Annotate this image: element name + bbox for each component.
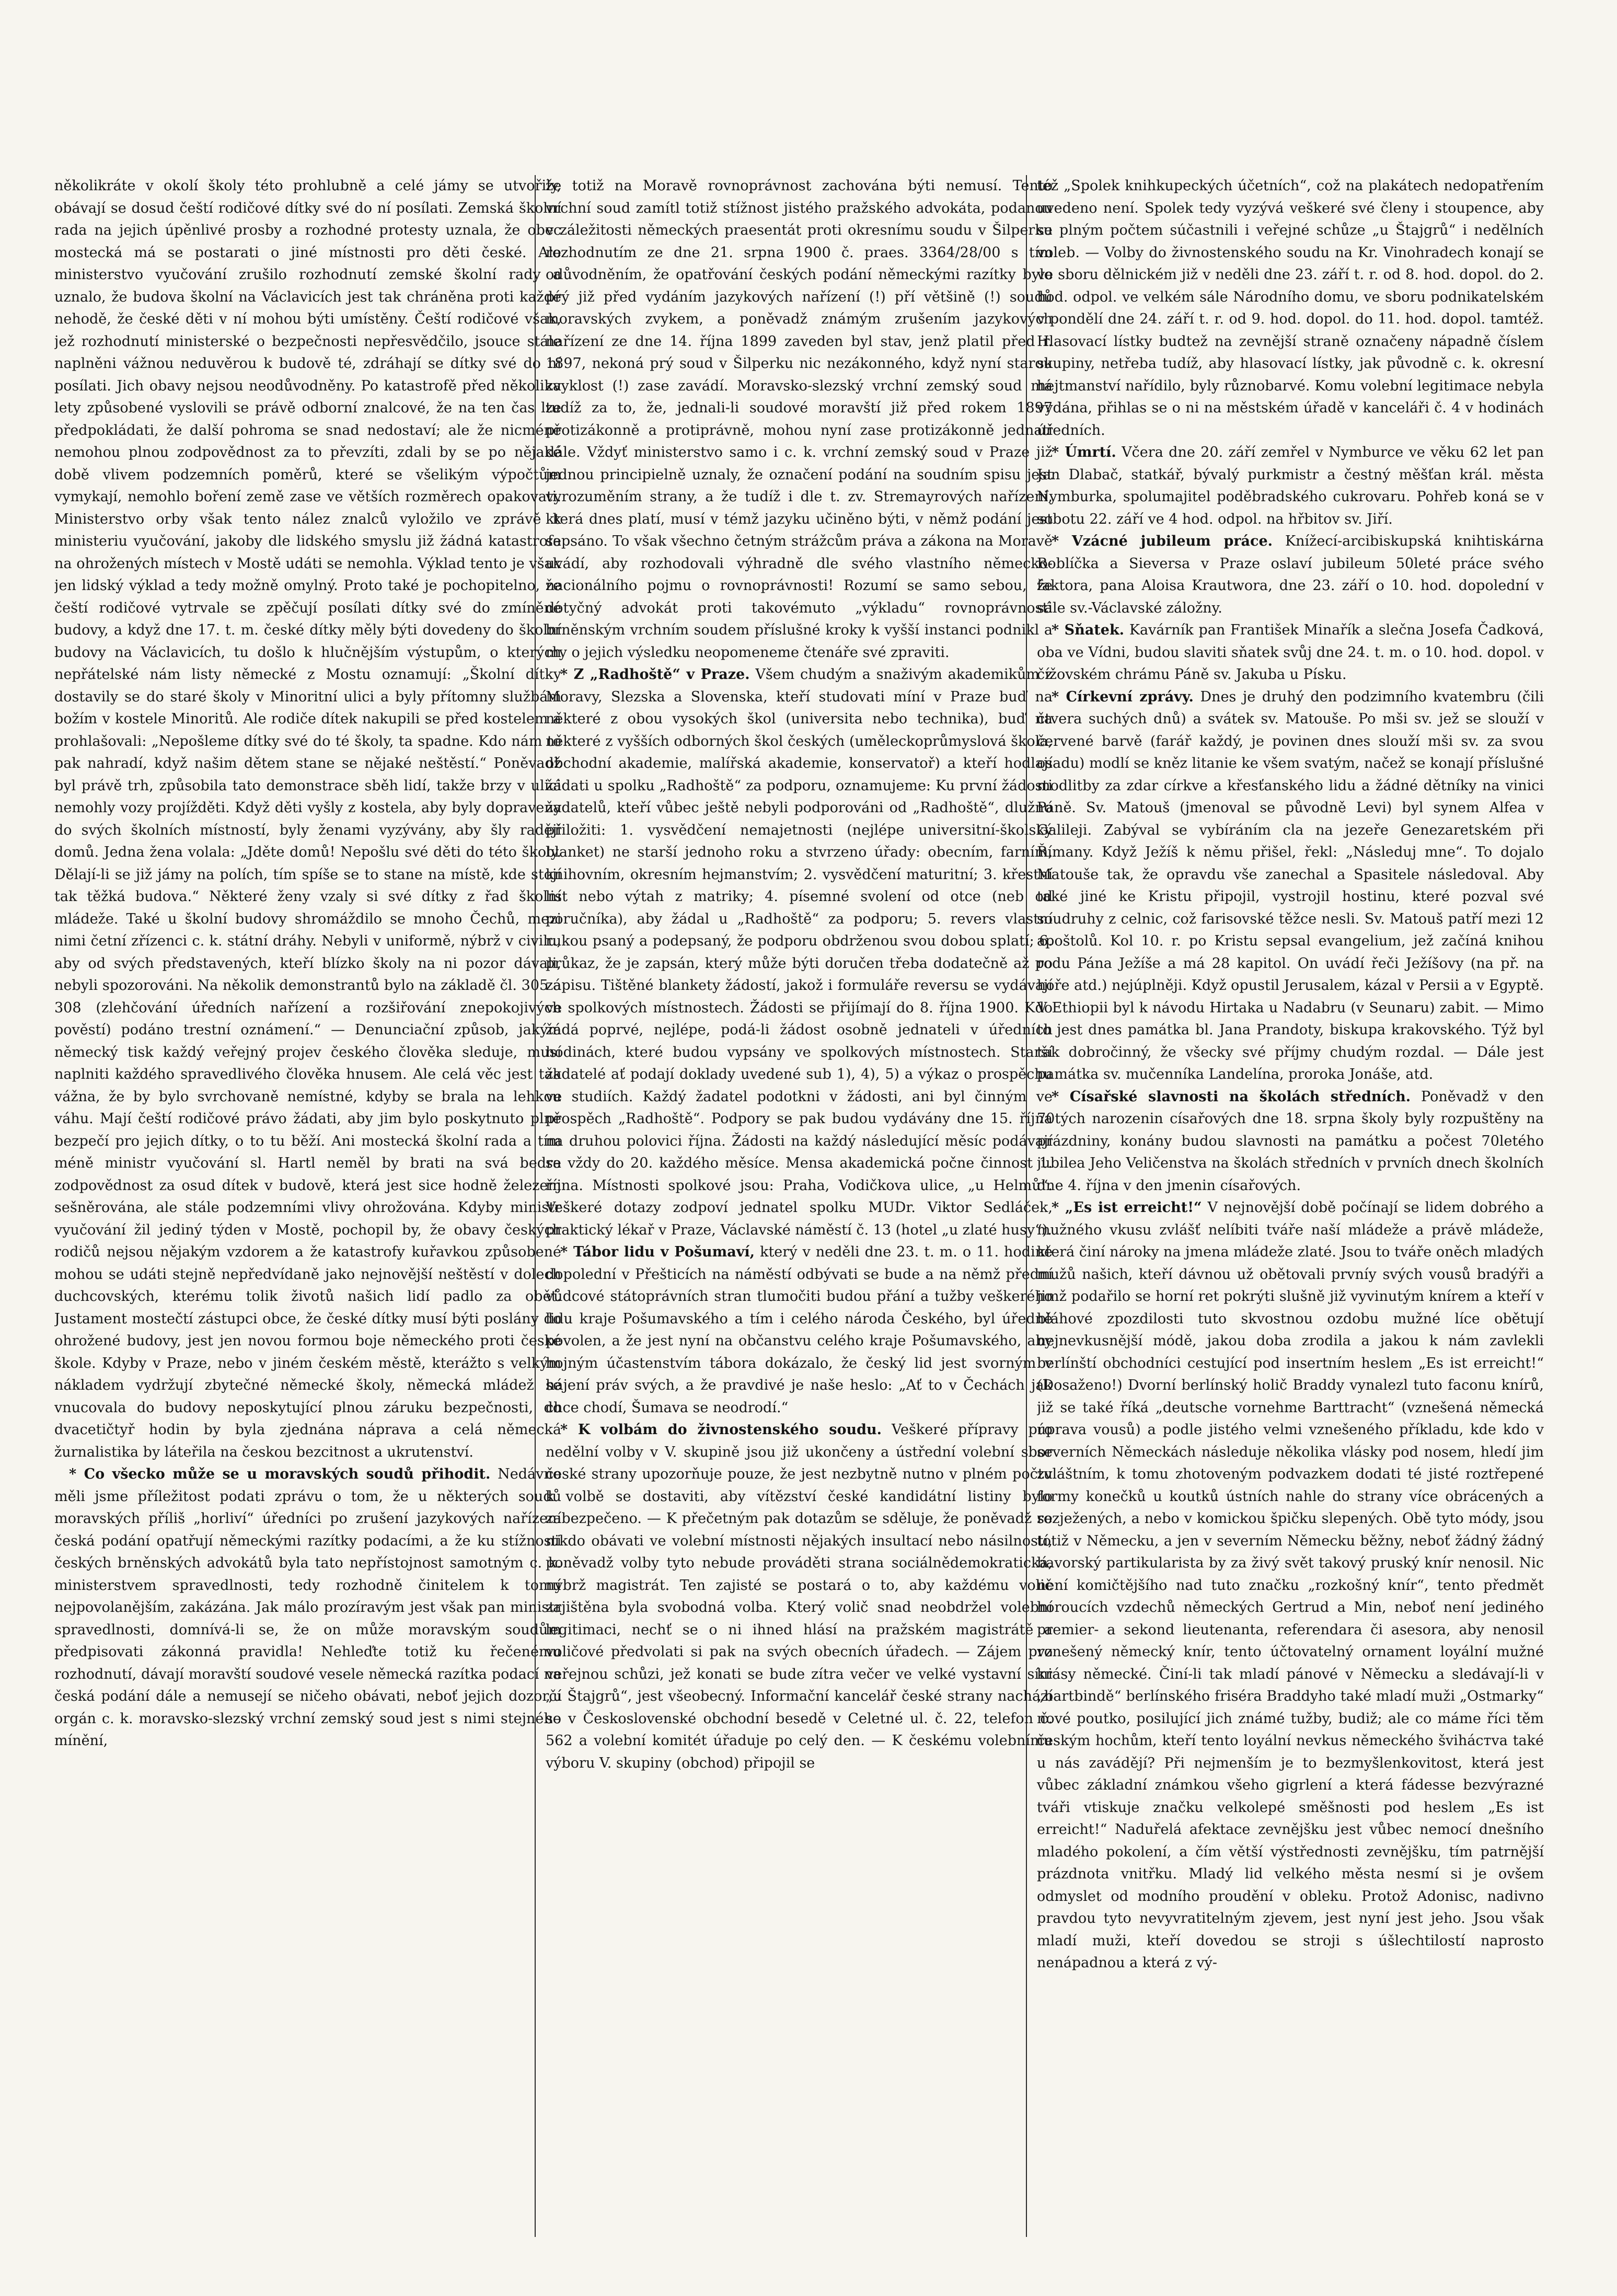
article-text: Dnes je druhý den podzimního kvatembru (čili čtvera suchých dnů) a svátek sv. Matouše. Po mši sv. jež se slouží v červené barvě (farář každý, je povinen dnes slouží mši sv. za svou osadu) modlí se kněz litanie ke všem svatým, načež se konají příslušné modlitby za zdar církve a křesťanského lidu a žádné dětníky na vinici Páně. Sv. Matouš (jmenoval se původně Levi) byl synem Alfea v Galileji. Zabýval se vybíráním cla na jezeře Genezaretském při Římany. Když Ježíš k němu přišel, řekl: „Následuj mne“. To dojalo Matouše tak, že opravdu vše zanechal a Spasitele následoval. Aby také jiné ke Kristu připojil, vystrojil hostinu, které pozval své soudruhy z celnic, což farisovské těžce nesli. Sv. Matouš patří mezi 12 apoštolů. Kol 10. r. po Kristu sepsal evangelium, jež začíná knihou rodu Pána Ježíše a má 28 kapitol. On uvádí řeči Ježíšovy (na př. na hoře atd.) nejúplněji. Když opustil Jerusalem, kázal v Persii a v Egyptě. V Ethiopii byl k návodu Hirtaka u Nadabru (v Seunaru) zabit. — Mimo to jest dnes památka bl. Jana Prandoty, biskupa krakovského. Týž byl tak dobročinný, že všecky své příjmy chudým rozdal. — Dále jest památka sv. mučenníka Landelína, proroka Jonáše, atd.	[1037, 688, 1544, 1082]
article	[1037, 530, 1544, 619]
article-heading: * Co všecko může se u moravských soudů přihodit.	[69, 1466, 491, 1482]
article-heading: * Sňatek.	[1052, 622, 1125, 638]
column-1	[54, 175, 561, 2245]
article	[1037, 619, 1544, 686]
article-text: Včera dne 20. září zemřel v Nymburce ve věku 62 let pan Jan Dlabač, statkář, bývalý purkmistr a čestný měšťan král. města Nymburka, spolumajitel poděbradského cukrovaru. Pohřeb koná se v sobotu 22. září ve 4 hod. odpol. na hřbitov sv. Jiří.	[1037, 444, 1544, 527]
article-text: několikráte v okolí školy této prohlubně a celé jámy se utvořily, obávají se dosud čeští rodičové dítky své do ní posílati. Zemská školní rada na jejich úpěnlivé prosby a rozhodné protesty uznala, že obec mostecká má se postarati o jiné místnosti pro děti české. Ale ministerstvo vyučování zrušilo rozhodnutí zemské školní rady a uznalo, že budova školní na Václavicích jest tak chráněna proti každé nehodě, že české děti v ní mohou býti umístěny. Čeští rodičové však, jež rozhodnutí ministerské o bezpečnosti nepřesvědčilo, jsouce stále naplněni vážnou neduvěrou k budově té, zdráhají se dítky své do ní posílati. Jich obavy nejsou neodůvodněny. Po katastrofě před několika lety způsobené vyslovili se právě odborní znalcové, že na ten čas lze předpokládati, že další pohroma se snad nedostaví; ale že nicméně nemohou plnou zodpovědnost za to převzíti, zdali by se po nějaké době vlivem podzemních poměrů, které se všelikým výpočtům vymykají, nemohlo boření země zase ve větších rozměrech opakovati. Ministerstvo orby však tento nález znalců vyložilo ve zprávě k ministeriu vyučování, jakoby dle lidského smyslu již žádná katastrofa na ohrožených místech v Mostě udáti se nemohla. Výklad tento je však jen lidský výklad a tedy možně omylný. Proto také je pochopitelno, že čeští rodičové vytrvale se zpěčují posílati dítky své do zmíněné budovy, a když dne 17. t. m. české dítky měly býti dovedeny do školní budovy na Václavicích, tu došlo k hlučnějším výstupům, o kterých nepřátelské nám listy německé z Mostu oznamují: „Školní dítky dostavily se do staré školy v Minoritní ulici a byly přítomny službám božím v kostele Minoritů. Ale rodiče dítek nakupili se před kostelem a prohlašovali: „Nepošleme dítky své do té školy, ta spadne. Kdo nám to pak nahradí, když našim dětem stane se nějaké neštěstí.“ Poněvadž byl právě trh, způsobila tato demonstrace sběh lidí, takže brzy v ulici nemohly vozy projížděti. Když děti vyšly z kostela, aby byly dopraveny do svých školních místností, byly ženami vyzývány, aby šly raději domů. Jedna žena volala: „Jděte domů! Nepošlu své děti do této školy. Dělají-li se již jámy na polích, tím spíše se to stane na místě, kde stojí tak těžká budova.“ Některé ženy vzaly si své dítky z řad školní mládeže. Také u školní budovy shromáždilo se mnoho Čechů, mezi nimi četní zřízenci c. k. státní dráhy. Nebyli v uniformě, nýbrž v civilu, aby od svých představených, kteří blízko školy na ni pozor dávali, nebyli spozorováni. Na několik demonstrantů bylo na základě čl. 305 a 308 (zlehčování úředních nařízení a rozšiřování znepokojivých pověstí) podáno trestní oznámení.“ — Denunciační způsob, jakým německý tisk každý veřejný projev českého člověka sleduje, musí naplniti každého spravedlivého člověka hnusem. Ale celá věc jest tak vážna, že by bylo svrchovaně nemístné, kdyby se brala na lehkou váhu. Mají čeští rodičové právo žádati, aby jim bylo poskytnuto plně bezpečí pro jejich dítky, o to tu běží. Ani mostecká školní rada a tím méně ministr vyučování sl. Hartl neměl by brati na svá bedra zodpovědnost za osud dítek v budově, která jest sice hodně železem sešněrována, ale stále podzemními vlivy ohrožována. Kdyby ministr vyučování žil jediný týden v Mostě, pochopil by, že obavy českých rodičů nejsou nějakým vzdorem a že katastrofy kuřavkou způsobené mohou se udáti stejně nepředvídaně jako nejnovější neštěstí v dolech duchcovských, kterému tolik životů našich lidí padlo za oběť. Justament mostečtí zástupci obce, že české dítky musí býti poslány do ohrožené budovy, jest jen novou formou boje německého proti české škole. Kdyby v Praze, nebo v jiném českém městě, kterážto s velkým nákladem vydržují zbytečné německé školy, německá mládež se vnucovala do budovy neposkytující plnou záruku bezpečnosti, do dvacetičtyř hodin by byla zjednána náprava a celá německá žurnalistika by láteřila na českou bezcitnost a ukrutenství.	[54, 178, 561, 1460]
article-text: Kavárník pan František Minařík a slečna Josefa Čadková, oba ve Vídni, budou slaviti sňatek svůj dne 24. t. m. o 10. hod. dopol. v čížovském chrámu Páně sv. Jakuba u Písku.	[1037, 622, 1544, 683]
article-text: Veškeré přípravy pro nedělní volby v V. skupině jsou již ukončeny a ústřední volební sbor české strany upozorňuje pouze, že jest nezbytně nutno v plném počtu k volbě se dostaviti, aby vítězství české kandidátní listiny bylo zabezpečeno. — K přečetným pak dotazům se sděluje, že poněvadž se nikdo obávati ve volební místnosti nějakých insultací nebo násilností, poněvadž volby tyto nebude prováděti strana sociálnědemokratická, nýbrž magistrát. Ten zajisté se postará o to, aby každému volič zajištěna byla svobodná volba. Který volič snad neobdržel volební legitimaci, nechť se o ni ihned hlásí na pražském magistrátě a voličové předvolati si pak na svých obecních úřadech. — Zájem pro veřejnou schůzi, jež konati se bude zítra večer ve velké vystavní síni „u Štajgrů“, jest všeobecný. Informační kancelář české strany nachází se v Československé obchodní besedě v Celetné ul. č. 22, telefon č. 562 a volební komitét úřaduje po celý den. — K českému volebnímu výboru V. skupiny (obchod) připojil se	[546, 1422, 1053, 1771]
article-text: Knížecí-arcibiskupská knihtiskárna Roblíčka a Sieversa v Praze oslaví jubileum 50leté práce svého faktora, pana Aloisa Krautwora, dne 23. září o 10. hod. dopolední v sále sv.-Václavské záložny.	[1037, 533, 1544, 616]
article-text: Poněvadž v den 70tých narozenin císařových dne 18. srpna školy byly rozpuštěny na prázdniny, konány budou slavnosti na památku a počest 70letého jubilea Jeho Veličenstva na školách středních v prvních dnech školních dne 4. října v den jmenin císařových.	[1037, 1088, 1544, 1194]
article-text: též „Spolek knihkupeckých účetních“, což na plakátech nedopatřením uvedeno není. Spolek tedy vyzývá veškeré své členy i stoupence, aby se plným počtem súčastnili i veřejné schůze „u Štajgrů“ i nedělních voleb. — Volby do živnostenského soudu na Kr. Vinohradech konají se ve sboru dělnickém již v neděli dne 23. září t. r. od 8. hod. dopol. do 2. hod. odpol. ve velkém sále Národního domu, ve sboru podnikatelském v pondělí dne 24. září t. r. od 9. hod. dopol. do 11. hod. dopol. tamtéž. Hlasovací lístky budtež na zevnější straně označeny nápadně číslem skupiny, netřeba tudíž, aby hlasovací lístky, jak původně c. k. okresní hejtmanství nařídilo, byly různobarvé. Komu volební legitimace nebyla vydána, přihlas se o ni na městském úřadě v kanceláři č. 4 v hodinách úředních.	[1037, 178, 1544, 439]
article	[546, 664, 1053, 1241]
article	[54, 1463, 561, 1752]
article-heading: * Císařské slavnosti na školách středních.	[1052, 1088, 1411, 1105]
article-text: že totiž na Moravě rovnoprávnost zachována býti nemusí. Tento vrchní soud zamítl totiž stížnost jistého pražského advokáta, podanou v záležitosti německých praesentát proti okresnímu soudu v Šilperku rozhodnutím ze dne 21. srpna 1900 č. praes. 3364/28/00 s tím odůvodněním, že opatřování českých podání německými razítky bylo prý již před vydáním jazykových nařízení (!) pří většině (!) soudů moravských zvykem, a poněvadž známým zrušením jazykových nařízení ze dne 14. října 1899 zaveden byl stav, jenž platil před r. 1897, nekoná prý soud v Šilperku nic nezákonného, když nyní starou zvyklost (!) zase zavádí. Moravsko-slezský vrchní zemský soud má tudíž za to, že, jednali-li soudové moravští již před rokem 1897 protizákonně a protiprávně, mohou nyní zase protizákonně jednati dále. Vždyť ministerstvo samo i c. k. vrchní zemský soud v Praze již jednou principielně uznaly, že označení podání na soudním spisu jest vyrozuměním strany, a že tudíž i dle t. zv. Stremayrových nařízení, která dnes platí, musí v témž jazyku učiněno býti, v němž podání jest sepsáno. To však všechno četným strážcům práva a zákona na Moravě uvádí, aby rozhodovali výhradně dle svého vlastního německo-nacionálního pojmu o rovnoprávnosti! Rozumí se samo sebou, že dotyčný advokát proti takovémuto „výkladu“ rovnoprávnosti brněnským vrchním soudem příslušné kroky k vyšší instanci podnikl a my o jejich výsledku neopomeneme čtenáře své zpraviti.	[546, 178, 1053, 661]
article	[1037, 1086, 1544, 1197]
article-heading: * „Es ist erreicht!“	[1052, 1199, 1202, 1216]
article	[1037, 686, 1544, 1086]
column-2	[546, 175, 1053, 2245]
article	[1037, 1197, 1544, 1975]
article-text: V nejnovější době počínají se lidem dobrého a mužného vkusu zvlášť nelíbiti tváře naší mládeže a právě mládeže, která činí nároky na jmena mládeže zlaté. Jsou to tváře oněch mladých mužů našich, kteří dávnou už obětovali prvníy svých vousů bradýři a jimž podařilo se horní ret pokrýti slušně již vyvinutým knírem a kteří v bláhové zpozdilosti tuto skvostnou ozdobu mužné líce obětují nejnevkusnější módě, jakou doba zrodila a jakou k nám zavlekli berlínští obchodníci cestující pod insertním heslem „Es ist erreicht!“ (Dosaženo!) Dvorní berlínský holič Braddy vynalezl tuto faconu knírů, již se také říká „deutsche vornehme Barttracht“ (vznešená německá úprava vousů) a podle jistého velmi vznešeného příkladu, kde kdo v severních Německách následuje několika vlásky pod nosem, hledí jim zvláštním, k tomu zhotoveným podvazkem dodati té jisté roztřepené formy konečků u koutků ústních nahle do strany více obrácených a rozježených, a nebo v komickou špičku slepených. Obě tyto módy, jsou totiž v Německu, a jen v severním Německu běžny, neboť žádný žádný bavorský partikularista by za živý svět takový pruský knír nenosil. Nic není komičtějšího nad tuto značku „rozkošný knír“, tento předmět horoucích vzdechů německých Gertrud a Min, neboť není jediného premier- a sekond lieutenanta, referendara či asesora, aby nenosil vznešený německý knír, tento účtovatelný ornament loyální mužné krásy německé. Činí-li tak mladí pánové v Německu a sledávají-li v „bartbindě“ berlínského friséra Braddyho také mladí muži „Ostmarky“ nové poutko, posilující jich známé tužby, budiž; ale co máme říci těm českým hochům, kteří tento loyální nevkus německého švihácтva také u nás zavádějí? Při nejmenším je to bezmyšlenkovitost, která jest vůbec základní známkou všeho gigrlení a která fádesse bezvýrazné tváři vtiskuje značku velkolepé směšnosti pod heslem „Es ist erreicht!“ Naduřelá afektace zevnějšku jest vůbec nemocí dnešního mladého pokolení, a čím větší výstřednosti zevnějšku, tím patrnější prázdnota vnitřku. Mladý lid velkého města nesmí si je ovšem odmyslet od modního proudění v obleku. Protož Adonisc, nadivno pravdou tyto nevyvratitelným zjevem, jest nyní jest jeho. Jsou však mladí muži, kteří dovedou se stroji s úšlechtilostí naprosto nenápadnou a která z vý-	[1037, 1199, 1544, 1971]
column-3	[1037, 175, 1544, 2245]
article-heading: * Církevní zprávy.	[1052, 688, 1194, 705]
article-text: Všem chudým a snaživým akademikům z Moravy, Slezska a Slovenska, kteří studovati míní v Praze buď na některé z obou vysokých škol (universita nebo technika), buď na některé z vyšších odborných škol českých (uměleckoprůmyslová škola, obchodní akademie, malířská akademie, konservatoř) a kteří hodlají žádati u spolku „Radhoště“ za podporu, oznamujeme: Ku první žádosti žadatelů, kteří vůbec ještě nebyli podporováni od „Radhoště“, dlužno přiložiti: 1. vysvědčení nemajetnosti (nejlépe universitní-školský blanket) ne starší jednoho roku a stvrzeno úřady: obecním, farním, knihovním, okresním hejmanstvím; 2. vysvědčení maturitní; 3. křestní list nebo výtah z matriky; 4. písemné svolení od otce (neb od poručníka), aby žádal u „Radhoště“ za podporu; 5. revers vlastní rukou psaný a podepsaný, že podporu obdrženou svou dobou splatí; 6. průkaz, že je zapsán, který může býti doručen třeba dodatečně až po zápisu. Tištěné blankety žádostí, jakož i formuláře reversu se vydávají ve spolkových místnostech. Žádosti se přijímají do 8. října 1900. Kdo žádá poprvé, nejlépe, podá-li žádost osobně jednateli v úředních hodinách, které budou vypsány ve spolkových místnostech. Starší žadatelé ať podají doklady uvedené sub 1), 4), 5) a výkaz o prospěchu ve studiích. Každý žadatel podotkni v žádosti, ani byl činným ve prospěch „Radhoště“. Podpory se pak budou vydávány dne 15. října na druhou polovici října. Žádosti na každý následující měsíc podávají se vždy do 20. každého měsíce. Mensa akademická počne činnost 1. října. Místnosti spolkové jsou: Praha, Vodičkova ulice, „u Helmů“. Veškeré dotazy zodpoví jednatel spolku MUDr. Viktor Sedláček, praktický lékař v Praze, Václavské náměstí č. 13 (hotel „u zlaté husy“).	[546, 666, 1053, 1238]
article-text: který v neděli dne 23. t. m. o 11. hodině dopolední v Přešticích na náměstí odbývati se bude a na němž přední vůdcové státoprávních stran tlumočiti budou přání a tužby veškerého lidu kraje Pošumavského a tím i celého národa Českého, byl úředně povolen, a že jest nyní na občanstvu celého kraje Pošumavského, aby hojným účastenstvím tábora dokázalo, že český lid jest svorným v hájení práv svých, a že pravdivé je naše heslo: „Ať to v Čechách jak chce chodí, Šumava se neodrodí.“	[546, 1244, 1053, 1416]
article	[546, 1419, 1053, 1774]
article	[1037, 442, 1544, 530]
article-heading: * Tábor lidu v Pošumaví,	[560, 1244, 755, 1260]
article-heading: * Z „Radhoště“ v Praze.	[560, 666, 750, 683]
article-text: Nedávno měli jsme příležitost podati zprávu o tom, že u některých soudů moravských příliš „horliví“ úředníci po zrušení jazykových nařízení česká podání opatřují německými razítky podacími, a že ku stížnosti českých brněnských advokátů byla tato nepřístojnost samotným c. k. ministerstvem spravedlnosti, tedy rozhodně činitelem k tomu nejpovolanějším, zakázána. Jak málo prozíravým jest však pan ministr spravedlnosti, domnívá-li se, že on může moravským soudům předpisovati zákonná pravidla! Nehleďte totiž ku řečenému rozhodnutí, dávají moravští soudové vesele německá razítka podací na česká podání dále a nemusejí se ničeho obávati, neboť jejich dozorčí orgán c. k. moravsko-slezský vrchní zemský soud jest s nimi stejného mínění,	[54, 1466, 561, 1749]
article-heading: * Úmrtí.	[1052, 444, 1116, 460]
article-heading: * K volbám do živnostenského soudu.	[560, 1422, 882, 1438]
article	[546, 1241, 1053, 1419]
article-heading: * Vzácné jubileum práce.	[1052, 533, 1273, 549]
